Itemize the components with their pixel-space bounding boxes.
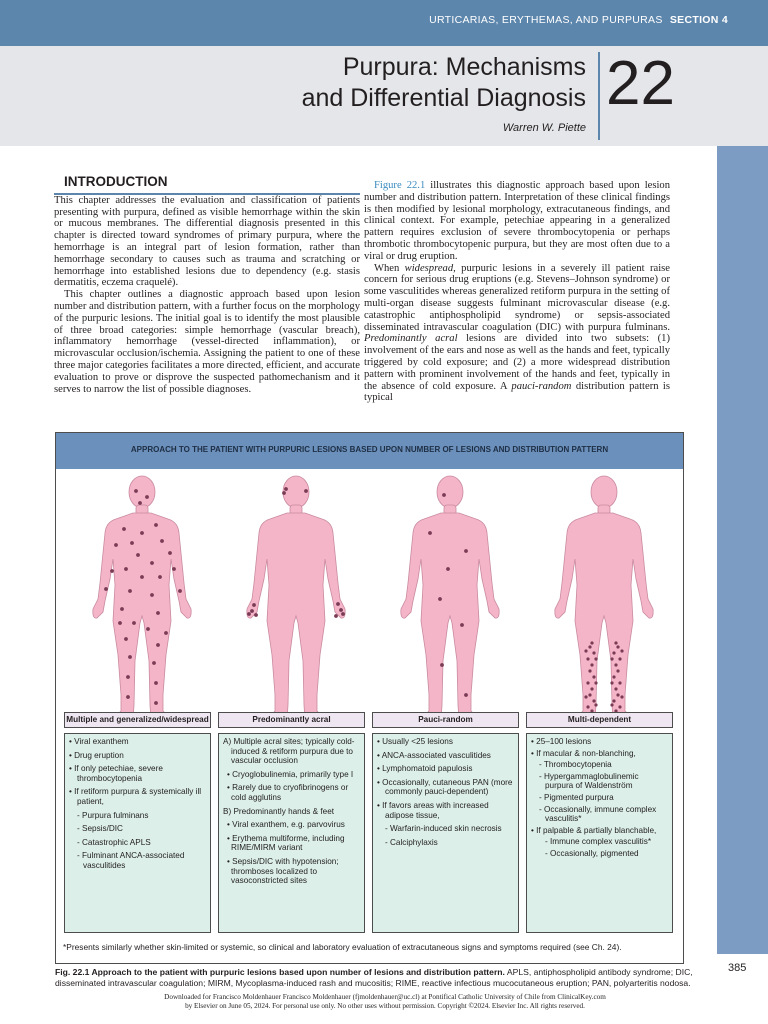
chapter-number: 22 (606, 49, 675, 118)
purpura-lesion-dot (438, 597, 442, 601)
purpura-lesion-dot (336, 602, 340, 606)
purpura-lesion-dot (154, 681, 158, 685)
purpura-lesion-dot (130, 541, 134, 545)
chapter-title (302, 52, 586, 114)
chapter-author: Warren W. Piette (502, 122, 586, 134)
purpura-lesion-dot (590, 663, 593, 666)
purpura-lesion-dot (247, 612, 251, 616)
purpura-lesion-dot (616, 693, 619, 696)
list-item: - Catastrophic APLS (77, 837, 151, 847)
list-item: • Viral exanthem (69, 737, 129, 746)
intro-paragraph-1: This chapter addresses the evaluation and classification of patients presenting with purpura, defined as visible hemorrhage within the skin or mucous membranes. The differential diagnosis presented in this chapter is directed toward syndromes of primary purpura, where the hemorrhage is an integral part of lesion formation, rather than hemorrhage secondary to causes such as trauma and scratching or hemorrhage into established lesions due to dependency (e.g. stasis dermatitis, eczema craquelé). (54, 194, 360, 289)
p2-text-a: When (374, 262, 405, 274)
left-column (54, 176, 360, 395)
body-figure-multi-dependent (555, 476, 653, 713)
list-item: • If retiform purpura & systemically ill patient, (69, 787, 202, 806)
col2-paragraph-2 (364, 263, 670, 405)
list-item: • If palpable & partially blanchable, (531, 825, 657, 835)
purpura-lesion-dot (594, 681, 597, 684)
figure-caption (55, 967, 715, 989)
purpura-lesion-dot (118, 621, 122, 625)
purpura-lesion-dot (612, 651, 615, 654)
col2-paragraph-1-text: illustrates this diagnostic approach based upon lesion number and distribution pattern. Interpretation of these clinical findings is then modified by lesional morphology, extracutaneous findings, and clinical context. For example, petechiae appearing in a generalized pattern requires exclusion of severe thrombocytopenia or perhaps thrombotic thrombocytopenic purpura, but they are most often due to a viral or drug eruption. (364, 180, 670, 262)
purpura-lesion-dot (594, 703, 597, 706)
body-figure-pauci-random (401, 476, 499, 713)
col2-paragraph-1 (364, 180, 670, 263)
purpura-lesion-dot (172, 567, 176, 571)
right-column (364, 180, 670, 404)
purpura-lesion-dot (254, 613, 258, 617)
list-item: • If macular & non-blanching, (531, 748, 636, 758)
download-notice: Downloaded for Francisco Moldenhauer Francisco Moldenhauer (fjmoldenhauer@uc.cl) at Pontifical Catholic University of Chile from ClinicalKey.com by Elsevier on June 05, 2024. For personal use only. No other uses without permission. Copyright ©2024. Elsevier Inc. All rights reserved. (164, 993, 606, 1010)
list-item: - Thrombocytopenia (539, 760, 612, 770)
purpura-lesion-dot (586, 681, 589, 684)
p2-emphasis-widespread: widespread (404, 262, 454, 274)
purpura-lesion-dot (592, 651, 595, 654)
purpura-lesion-dot (164, 631, 168, 635)
list-item: • Occasionally, cutaneous PAN (more commonly pauci-dependent) (377, 777, 513, 797)
intro-paragraph-2: This chapter outlines a diagnostic approach based upon lesion number and distribution pattern, with a further focus on the morphology of the purpuric lesions. The initial goal is to identify the most plausible of three broad categories: simple hemorrhage (vascular breach), inflammatory hemorrhage (vessel-directed inflammation), or microvascular occlusion/ischemia. Assigning the patient to one of these three major categories facilitates a more directed, efficient, and accurate evaluation to prove or disprove the suspected pathomechanism and it serves to narrow the list of possible diagnoses. (54, 289, 360, 395)
purpura-lesion-dot (614, 687, 617, 690)
purpura-lesion-dot (124, 637, 128, 641)
purpura-lesion-dot (110, 569, 114, 573)
purpura-lesion-dot (464, 693, 468, 697)
list-item: - Purpura fulminans (77, 810, 149, 820)
list-item: - Occasionally, immune complex vasculitis* (539, 804, 657, 824)
p2-text-b: , purpuric lesions in a severely ill patient raise concern for serious drug eruptions (e.g. Stevens–Johnson syndrome) or some vasculitides whereas generalized retiform purpura in the setting of multi-organ disease suggests fulminant microvascular disease (e.g. catastrophic antiphospholipid syndrome) or sepsis-associated disseminated intravascular coagulation (DIC) with purpura fulminans. (364, 262, 670, 333)
purpura-lesion-dot (158, 575, 162, 579)
purpura-lesion-dot (124, 567, 128, 571)
purpura-lesion-dot (140, 531, 144, 535)
figure-link[interactable]: Figure 22.1 (374, 180, 426, 191)
purpura-lesion-dot (620, 695, 623, 698)
purpura-lesion-dot (154, 523, 158, 527)
purpura-lesion-dot (114, 543, 118, 547)
list-item: - Pigmented purpura (539, 792, 614, 802)
running-head-text: URTICARIAS, ERYTHEMAS, AND PURPURAS (429, 14, 663, 26)
p2-emphasis-acral: Predominantly acral (364, 333, 458, 345)
purpura-lesion-dot (618, 657, 621, 660)
category-header-pauci-random: Pauci-random (372, 712, 519, 728)
list-item: • Rarely due to cryofibrinogens or cold agglutins (227, 783, 349, 802)
purpura-lesion-dot (120, 607, 124, 611)
purpura-lesion-dot (610, 681, 613, 684)
category-box-pauci-random (372, 733, 519, 933)
purpura-lesion-dot (460, 623, 464, 627)
purpura-lesion-dot (156, 611, 160, 615)
list-item: - Occasionally, pigmented (545, 848, 639, 858)
purpura-lesion-dot (610, 657, 613, 660)
purpura-lesion-dot (128, 589, 132, 593)
purpura-lesion-dot (250, 609, 254, 613)
chapter-title-line-2: and Differential Diagnosis (301, 84, 586, 112)
category-box-acral (218, 733, 365, 933)
purpura-lesion-dot (145, 495, 149, 499)
side-tab-strip (717, 146, 768, 954)
purpura-lesion-dot (122, 527, 126, 531)
purpura-lesion-dot (590, 687, 593, 690)
category-box-generalized (64, 733, 211, 933)
purpura-lesion-dot (154, 701, 158, 705)
purpura-lesion-dot (428, 531, 432, 535)
purpura-lesion-dot (586, 657, 589, 660)
purpura-lesion-dot (618, 681, 621, 684)
purpura-lesion-dot (341, 612, 345, 616)
figure-banner-title: APPROACH TO THE PATIENT WITH PURPURIC LESIONS BASED UPON NUMBER OF LESIONS AND DISTRIBUTION PATTERN (130, 445, 609, 454)
purpura-lesion-dot (138, 501, 142, 505)
chapter-title-line-1: Purpura: Mechanisms (342, 53, 586, 81)
purpura-lesion-dot (136, 553, 140, 557)
purpura-lesion-dot (446, 567, 450, 571)
caption-label: Fig. 22.1 Approach to the patient with purpuric lesions based upon number of lesions and distribution pattern. (55, 967, 505, 977)
purpura-lesion-dot (140, 575, 144, 579)
purpura-lesion-dot (612, 699, 615, 702)
purpura-lesion-dot (252, 603, 256, 607)
caption-text: APLS, antiphospholipid antibody syndrome; DIC, disseminated intravascular coagulation; MIRM, Mycoplasma-induced rash and mucositis; RIME, reactive infectious mucocutaneous eruption; PAN, polyarteritis nodosa. (55, 967, 693, 988)
page-number: 385 (728, 962, 747, 974)
figure-footnote: *Presents similarly whether skin-limited or systemic, so clinical and laboratory evaluation of extracutaneous signs and symptoms required (see Ch. 24). (63, 942, 622, 952)
figure-22-1 (55, 432, 684, 964)
purpura-lesion-dot (620, 649, 623, 652)
purpura-lesion-dot (339, 608, 343, 612)
purpura-lesion-dot (132, 621, 136, 625)
body-figure-generalized (93, 476, 191, 713)
purpura-lesion-dot (128, 655, 132, 659)
purpura-lesion-dot (442, 493, 446, 497)
purpura-lesion-dot (168, 551, 172, 555)
section-label: SECTION 4 (669, 14, 728, 26)
list-item: • Lymphomatoid papulosis (377, 764, 473, 774)
purpura-lesion-dot (616, 669, 619, 672)
purpura-lesion-dot (464, 549, 468, 553)
p2-text-c: lesions are divided into two subsets: (1) involvement of the ears and nose as well as the hands and feet, typically triggered by cold exposure; and (2) a more widespread distribution pattern with prominent involvement of the hands and feet, typically in the absence of cold exposure. A (364, 333, 670, 392)
list-item: • ANCA-associated vasculitides (377, 750, 491, 760)
list-item: • Drug eruption (69, 750, 124, 760)
purpura-lesion-dot (614, 663, 617, 666)
list-item: • If only petechiae, severe thrombocytopenia (69, 764, 163, 783)
purpura-lesion-dot (150, 561, 154, 565)
list-item: • Erythema multiforme, including RIME/MIRM variant (227, 833, 345, 853)
purpura-lesion-dot (104, 587, 108, 591)
p2-emphasis-pauci: pauci-random (511, 380, 572, 392)
body-figure-acral (247, 476, 345, 713)
purpura-lesion-dot (334, 614, 338, 618)
list-item: • Usually <25 lesions (377, 737, 453, 746)
purpura-lesion-dot (284, 487, 288, 491)
purpura-lesion-dot (592, 699, 595, 702)
list-item: B) Predominantly hands & feet (223, 806, 335, 816)
list-item: A) Multiple acral sites; typically cold-induced & retiform purpura due to vascular occlusion (223, 737, 355, 766)
category-header-multi-dependent: Multi-dependent (526, 712, 673, 728)
category-header-generalized: Multiple and generalized/widespread (64, 712, 211, 728)
purpura-lesion-dot (586, 705, 589, 708)
purpura-lesion-dot (610, 703, 613, 706)
list-item: - Fulminant ANCA-associated vasculitides (77, 851, 185, 870)
title-divider (598, 52, 600, 140)
list-item: - Hypergammaglobulinemic purpura of Waldenström (539, 771, 639, 791)
purpura-lesion-dot (616, 645, 619, 648)
list-item: • If favors areas with increased adipose tissue, (377, 800, 489, 820)
purpura-lesion-dot (150, 593, 154, 597)
purpura-lesion-dot (588, 693, 591, 696)
purpura-lesion-dot (584, 649, 587, 652)
purpura-lesion-dot (146, 627, 150, 631)
running-head (429, 14, 728, 26)
purpura-lesion-dot (134, 489, 138, 493)
list-item: - Sepsis/DIC (77, 824, 123, 834)
purpura-lesion-dot (588, 669, 591, 672)
list-item: - Warfarin-induced skin necrosis (385, 824, 502, 834)
list-item: - Immune complex vasculitis* (545, 837, 652, 847)
p2-text-d: distribution pattern is typical (364, 380, 670, 404)
category-box-multi-dependent (526, 733, 673, 933)
purpura-lesion-dot (156, 643, 160, 647)
purpura-lesion-dot (126, 695, 130, 699)
list-item: - Calciphylaxis (385, 837, 438, 847)
purpura-lesion-dot (152, 661, 156, 665)
purpura-lesion-dot (126, 675, 130, 679)
list-item: • 25–100 lesions (531, 737, 592, 746)
purpura-lesion-dot (618, 705, 621, 708)
purpura-lesion-dot (440, 663, 444, 667)
purpura-lesion-dot (588, 645, 591, 648)
purpura-lesion-dot (594, 657, 597, 660)
category-header-acral: Predominantly acral (218, 712, 365, 728)
purpura-lesion-dot (282, 491, 286, 495)
purpura-lesion-dot (160, 539, 164, 543)
purpura-lesion-dot (590, 641, 593, 644)
list-item: • Sepsis/DIC with hypotension; thromboses localized to vasoconstricted sites (227, 856, 339, 886)
list-item: • Viral exanthem, e.g. parvovirus (227, 820, 345, 830)
purpura-lesion-dot (614, 641, 617, 644)
purpura-lesion-dot (304, 489, 308, 493)
section-heading-introduction: INTRODUCTION (54, 176, 360, 195)
body-diagrams (56, 473, 683, 713)
purpura-lesion-dot (178, 589, 182, 593)
purpura-lesion-dot (584, 695, 587, 698)
purpura-lesion-dot (612, 675, 615, 678)
purpura-lesion-dot (592, 675, 595, 678)
list-item: • Cryoglobulinemia, primarily type I (227, 769, 354, 779)
